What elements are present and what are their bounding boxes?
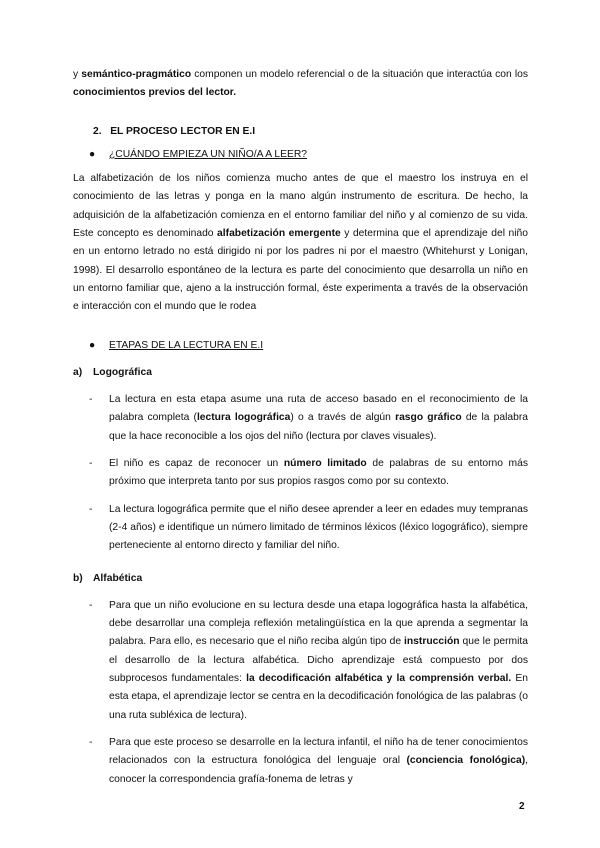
item-text: , conocer la correspondencia grafía-fonema de letras y — [109, 755, 528, 785]
para1-text-2: y determina que el aprendizaje del niño en un entorno letrado no está dirigido ni por los padres ni por el maestro (Whitehurst y Lonigan, 1998). El desarrollo espontáneo de la lectura es parte del conocimiento que desarrolla un niño en un entorno familiar que, ajeno a la instrucción formal, éste experimenta a través de la observación e interacción con el mundo que le rodea — [73, 228, 528, 313]
dash-marker: - — [89, 394, 93, 406]
question-heading — [73, 146, 528, 164]
item-bold: (conciencia fonológica) — [406, 755, 526, 767]
item-bold: lectura logográfica — [196, 412, 291, 424]
stages-heading — [73, 337, 528, 355]
item-bold: rasgo gráfico — [395, 412, 462, 424]
stages-title: ETAPAS DE LA LECTURA EN E.I — [109, 339, 264, 351]
intro-text-1: y — [73, 69, 82, 80]
intro-bold-2: conocimientos previos del lector. — [73, 87, 237, 99]
section-title: EL PROCESO LECTOR EN E.I — [110, 125, 256, 137]
dash-marker: - — [89, 599, 93, 611]
item-text: que le permita el desarrollo de la lectura alfabética. Dicho aprendizaje está compuesto por dos subprocesos fundamentales: — [109, 636, 528, 685]
item-text: Para que un niño evolucione en su lectura desde una etapa logográfica hasta la alfabética, debe desarrollar una compleja reflexión metalingüística en la que aprenda a segmentar la palabra. Para ello, es necesario que el niño reciba algún tipo de — [109, 599, 528, 648]
subsection-logografica — [73, 364, 528, 382]
document-body — [73, 66, 528, 789]
para1-bold-1: alfabetización emergente — [217, 228, 341, 240]
item-bold: número limitado — [283, 458, 367, 470]
bullet-icon: ● — [89, 339, 96, 351]
list-item — [73, 734, 528, 789]
question-text: ¿CUÁNDO EMPIEZA UN NIÑO/A A LEER? — [109, 148, 307, 160]
item-text: Para que este proceso se desarrolle en la lectura infantil, el niño ha de tener conocimientos relacionados con la estructura fonológica del lenguaje oral — [109, 736, 528, 767]
section-heading — [73, 123, 528, 141]
subsection-alfabetica — [73, 570, 528, 588]
list-item — [73, 455, 528, 492]
para1-text-1: La alfabetización de los niños comienza mucho antes de que el maestro los instruya en el conocimiento de las letras y ponga en la mano algún instrumento de escritura. De hecho, la adquisición de la alfabetización comienza en el entorno familiar del niño y al comienzo de su vida. Este concepto es denominado — [73, 173, 528, 240]
item-text: En esta etapa, el aprendizaje lector se centra en la decodificación fonológica de las palabras (o una ruta subléxica de lectura). — [109, 673, 529, 721]
subsection-label: a) — [73, 366, 83, 378]
item-bold: la decodificación alfabética y la comprensión verbal. — [246, 673, 512, 685]
intro-paragraph — [73, 66, 528, 103]
list-item — [73, 391, 528, 446]
subsection-label: b) — [73, 572, 83, 584]
bullet-icon: ● — [89, 148, 96, 160]
item-text: La lectura logográfica permite que el niño desee aprender a leer en edades muy tempranas (2-4 años) e identifique un número limitado de términos léxicos (léxico logográfico), siempre perteneciente al entorno directo y familiar del niño. — [109, 503, 528, 552]
dash-marker: - — [89, 503, 93, 515]
subsection-title: Alfabética — [93, 572, 143, 584]
item-text: ) o a través de algún — [290, 412, 396, 424]
item-text: de la palabra que la hace reconocible a los ojos del niño (lectura por claves visuales). — [109, 412, 529, 442]
list-item — [73, 501, 528, 556]
dash-marker: - — [89, 458, 93, 470]
item-text: de palabras de su entorno más próximo que interpreta tanto por sus propios rasgos como por su contexto. — [109, 458, 529, 488]
section-number: 2. — [93, 125, 102, 137]
dash-marker: - — [89, 736, 93, 748]
intro-bold-1: semántico-pragmático — [81, 69, 192, 80]
item-text: El niño es capaz de reconocer un — [109, 458, 284, 470]
item-bold: instrucción — [404, 636, 460, 648]
list-item — [73, 597, 528, 725]
subsection-title: Logográfica — [93, 366, 152, 378]
page-number: 2 — [519, 801, 525, 812]
paragraph-alfabetizacion — [73, 170, 528, 316]
item-text: La lectura en esta etapa asume una ruta de acceso basado en el reconocimiento de la palabra completa ( — [109, 394, 528, 424]
intro-text-2: componen un modelo referencial o de la situación que interactúa con los — [191, 69, 528, 80]
